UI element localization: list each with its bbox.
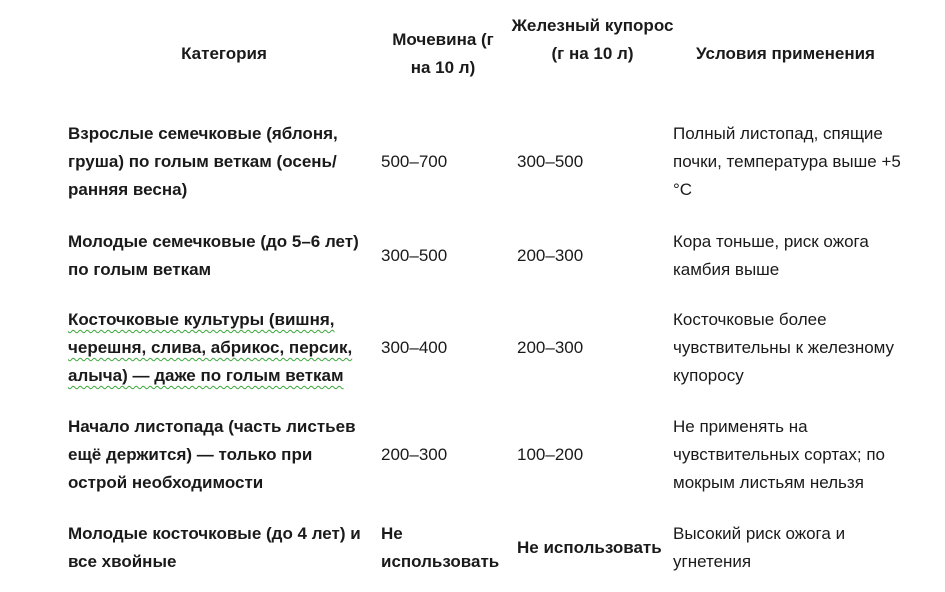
row-5-iron: Не использовать <box>517 538 662 557</box>
row-4-conditions: Не применять на чувствительных сортах; по мокрым листьям нельзя <box>673 417 885 492</box>
row-5-category: Молодые косточковые (до 4 лет) и все хвойные <box>68 524 361 571</box>
row-3-conditions: Косточковые более чувствительны к железному купоросу <box>673 310 895 385</box>
row-3-iron: 200–300 <box>517 338 584 357</box>
row-1-category: Взрослые семечковые (яблоня, груша) по голым веткам (осень/ранняя весна) <box>68 124 338 199</box>
row-2-conditions: Кора тоньше, риск ожога камбия выше <box>673 232 869 279</box>
row-2-iron: 200–300 <box>517 246 584 265</box>
row-2-urea: 300–500 <box>381 246 448 265</box>
row-4-category: Начало листопада (часть листьев ещё держится) — только при острой необходимости <box>68 417 356 492</box>
row-5-conditions: Высокий риск ожога и угнетения <box>673 524 846 571</box>
header-category: Категория <box>181 44 267 63</box>
row-4-iron: 100–200 <box>517 445 584 464</box>
row-5-urea: Не использовать <box>381 524 500 571</box>
header-conditions: Условия применения <box>696 44 875 63</box>
header-urea: Мочевина (г на 10 л) <box>392 30 494 77</box>
row-4-urea: 200–300 <box>381 445 448 464</box>
header-iron: Железный купорос (г на 10 л) <box>511 16 674 63</box>
row-3-urea: 300–400 <box>381 338 448 357</box>
row-1-conditions: Полный листопад, спящие почки, температура выше +5 °C <box>673 124 901 199</box>
row-1-urea: 500–700 <box>381 152 448 171</box>
row-3-category: Косточковые культуры (вишня, черешня, слива, абрикос, персик, алыча) — даже по голым веткам <box>68 310 353 385</box>
row-1-iron: 300–500 <box>517 152 584 171</box>
row-2-category: Молодые семечковые (до 5–6 лет) по голым веткам <box>68 232 359 279</box>
